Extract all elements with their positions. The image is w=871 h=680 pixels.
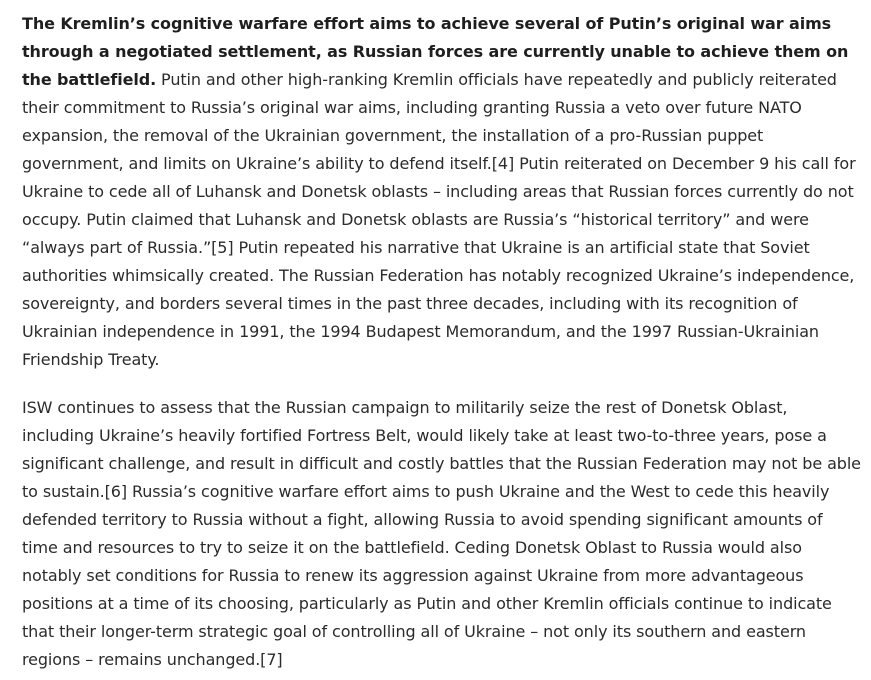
paragraph-2-text: ISW continues to assess that the Russian campaign to militarily seize the rest of Donetsk Oblast, including Ukraine’s heavily fortified Fortress Belt, would likely take at least two-to-three years, pose a significant challenge, and result in difficult and costly battles that the Russian Federation may not be able to sustain.[6] Russia’s cognitive warfare effort aims to push Ukraine and the West to cede this heavily defended territory to Russia without a fight, allowing Russia to avoid spending significant amounts of time and resources to try to seize it on the battlefield. Ceding Donetsk Oblast to Russia would also notably set conditions for Russia to renew its aggression against Ukraine from more advantageous positions at a time of its choosing, particularly as Putin and other Kremlin officials continue to indicate that their longer-term strategic goal of controlling all of Ukraine – not only its southern and eastern regions – remains unchanged.[7] [22,398,861,669]
paragraph-1-lead: The Kremlin’s cognitive warfare effort aims to achieve several of Putin’s original war aims through a negotiated settlement, as Russian forces are currently unable to achieve them on the battlefield. [22,14,849,89]
paragraph-1-text: Putin and other high-ranking Kremlin officials have repeatedly and publicly reiterated their commitment to Russia’s original war aims, including granting Russia a veto over future NATO expansion, the removal of the Ukrainian government, the installation of a pro-Russian puppet government, and limits on Ukraine’s ability to defend itself.[4] Putin reiterated on December 9 his call for Ukraine to cede all of Luhansk and Donetsk oblasts – including areas that Russian forces currently do not occupy. Putin claimed that Luhansk and Donetsk oblasts are Russia’s “historical territory” and were “always part of Russia.”[5] Putin repeated his narrative that Ukraine is an artificial state that Soviet authorities whimsically created. The Russian Federation has notably recognized Ukraine’s independence, sovereignty, and borders several times in the past three decades, including with its recognition of Ukrainian independence in 1991, the 1994 Budapest Memorandum, and the 1997 Russian-Ukrainian Friendship Treaty. [22,70,856,369]
paragraph-2 [22,394,862,674]
paragraph-1 [22,10,862,374]
article-body [22,10,862,674]
